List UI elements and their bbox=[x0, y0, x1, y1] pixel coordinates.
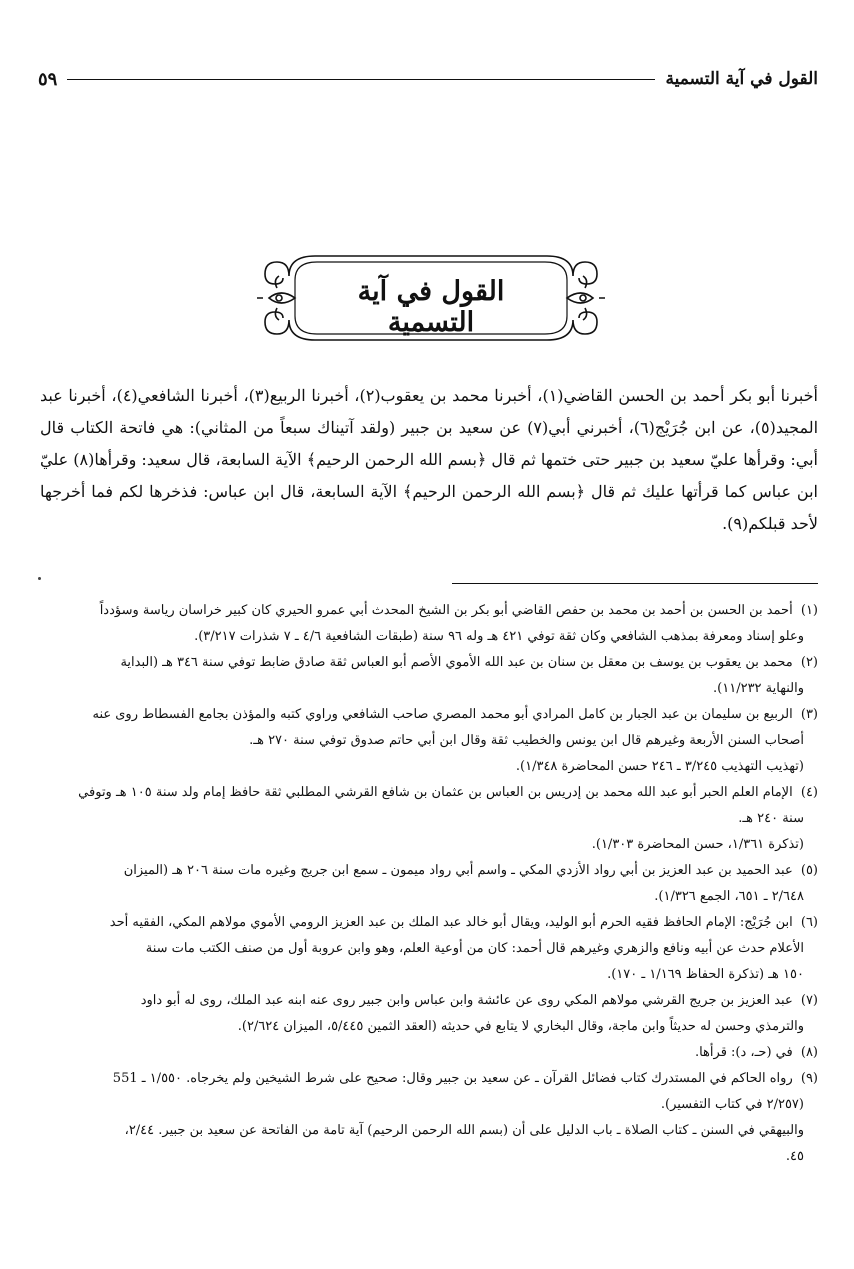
footnote-line bbox=[40, 1066, 818, 1092]
footnote-line bbox=[40, 754, 818, 780]
footnote-line bbox=[40, 1144, 818, 1170]
footnote-line bbox=[40, 728, 818, 754]
footnote bbox=[40, 598, 818, 650]
footnotes bbox=[40, 598, 818, 1170]
footnote-text: ابن جُرَيْج: الإمام الحافظ فقيه الحرم أبو الوليد، ويقال أبو خالد عبد الملك بن عبد العزيز الرومي الأموي مولاهم المكي، الفقيه أحد bbox=[109, 915, 793, 930]
main-paragraph: أخبرنا أبو بكر أحمد بن الحسن القاضي(١)، أخبرنا محمد بن يعقوب(٢)، أخبرنا الربيع(٣)، أخبرنا الشافعي(٤)، أخبرنا عبد المجيد(٥)، عن ابن جُرَيْج(٦)، أخبرني أبي(٧) عن سعيد بن جبير (ولقد آتيناك سبعاً من المثاني): هي فاتحة الكتاب قال أبي: وقرأها عليّ سعيد بن جبير حتى ختمها ثم قال ﴿بسم الله الرحمن الرحيم﴾ الآية السابعة، قال سعيد: وقرأها(٨) عليّ ابن عباس كما قرأتها عليك ثم قال ﴿بسم الله الرحمن الرحيم﴾ الآية السابعة، قال ابن عباس: فذخرها لكم فما أخرجها لأحد قبلكم(٩). bbox=[40, 386, 819, 533]
footnote-number: (٣) bbox=[800, 707, 818, 722]
footnote-line bbox=[40, 676, 818, 702]
footnote bbox=[40, 702, 818, 780]
footnote-text: ١٥٠ هـ (تذكرة الحفاظ ١/١٦٩ ـ ١٧٠). bbox=[607, 967, 804, 982]
footnote-text: رواه الحاكم في المستدرك كتاب فضائل القرآن ـ عن سعيد بن جبير وقال: صحيح على شرط الشيخين ولم يخرجاه. ١/٥٥٠ ـ 551 bbox=[112, 1071, 793, 1086]
footnote-text: (تهذيب التهذيب ٣/٢٤٥ ـ ٢٤٦ حسن المحاضرة ١/٣٤٨). bbox=[515, 759, 804, 774]
footnote-line bbox=[40, 858, 818, 884]
footnote-text: في (حـ، د): قرأها. bbox=[694, 1045, 793, 1060]
footnote bbox=[40, 780, 818, 858]
footnote-line bbox=[40, 780, 818, 806]
margin-dot bbox=[38, 577, 41, 580]
chapter-title-frame bbox=[255, 248, 607, 348]
footnote-text: (تذكرة ١/٣٦١، حسن المحاضرة ١/٣٠٣). bbox=[591, 837, 804, 852]
footnote-number: (٧) bbox=[800, 993, 818, 1008]
footnote-line bbox=[40, 962, 818, 988]
footnote bbox=[40, 910, 818, 988]
footnote-text: الربيع بن سليمان بن عبد الجبار بن كامل المرادي أبو محمد المصري صاحب الشافعي وراوي كتبه والمؤذن بجامع الفسطاط روى عنه bbox=[92, 707, 793, 722]
footnote-number: (٢) bbox=[800, 655, 818, 670]
chapter-title: القول في آية التسمية bbox=[357, 276, 505, 338]
footnote-line bbox=[40, 936, 818, 962]
footnote-text: عبد الحميد بن عبد العزيز بن أبي رواد الأزدي المكي ـ واسم أبي رواد ميمون ـ سمع ابن جريج وغيره مات سنة ٢٠٦ هـ (الميزان bbox=[123, 863, 793, 878]
footnote-line bbox=[40, 650, 818, 676]
footnote-text: والترمذي وحسن له حديثاً وابن ماجة، وقال البخاري لا يتابع في حديثه (العقد الثمين ٥/٤٤٥، الميزان ٢/٦٢٤). bbox=[237, 1019, 804, 1034]
footnote-line bbox=[40, 806, 818, 832]
footnote-line bbox=[40, 598, 818, 624]
footnote-text: أصحاب السنن الأربعة وغيرهم قال ابن يونس والخطيب ثقة وقال ابن أبي حاتم صدوق توفي سنة ٢٧٠ هـ. bbox=[249, 733, 804, 748]
footnote-line bbox=[40, 1118, 818, 1144]
footnote-text: سنة ٢٤٠ هـ. bbox=[738, 811, 804, 826]
footnote-text: والبيهقي في السنن ـ كتاب الصلاة ـ باب الدليل على أن (بسم الله الرحمن الرحيم) آية تامة من الفاتحة عن سعيد بن جبير. ٢/٤٤، bbox=[124, 1123, 804, 1138]
footnote bbox=[40, 1066, 818, 1170]
footnote-text: ٢/٦٤٨ ـ ٦٥١، الجمع ١/٣٢٦). bbox=[654, 889, 804, 904]
footnote-text: الأعلام حدث عن أبيه ونافع والزهري وغيرهم قال أحمد: كان من أوعية العلم، وهو وابن عروبة أول من صنف الكتب مات سنة bbox=[145, 941, 804, 956]
footnote-number: (٥) bbox=[800, 863, 818, 878]
footnote bbox=[40, 650, 818, 702]
footnote-line bbox=[40, 702, 818, 728]
footnote bbox=[40, 988, 818, 1040]
running-header bbox=[38, 64, 818, 94]
footnote-text: محمد بن يعقوب بن يوسف بن معقل بن سنان بن عبد الله الأموي الأصم أبو العباس ثقة صادق ضابط توفي سنة ٣٤٦ هـ (البداية bbox=[120, 655, 793, 670]
footnote-text: وعلو إسناد ومعرفة بمذهب الشافعي وكان ثقة توفي ٤٢١ هـ وله ٩٦ سنة (طبقات الشافعية ٤/٦ ـ ٧ شذرات ٣/٢١٧). bbox=[194, 629, 804, 644]
footnote-line bbox=[40, 832, 818, 858]
footnote-number: (٦) bbox=[800, 915, 818, 930]
footnote-separator bbox=[452, 583, 818, 584]
footnote-text: ٤٥. bbox=[785, 1149, 804, 1164]
footnote-line bbox=[40, 1092, 818, 1118]
footnote-number: (٨) bbox=[800, 1045, 818, 1060]
footnote-number: (٩) bbox=[800, 1071, 818, 1086]
footnote-line bbox=[40, 988, 818, 1014]
footnote-text: عبد العزيز بن جريج القرشي مولاهم المكي روى عن عائشة وابن عباس وابن جبير روى عنه ابنه عبد الملك، روى له أبو داود bbox=[140, 993, 793, 1008]
footnote-text: والنهاية ١١/٢٣٢). bbox=[713, 681, 804, 696]
footnote-number: (١) bbox=[800, 603, 818, 618]
footnote bbox=[40, 1040, 818, 1066]
footnote-text: (٢/٢٥٧ في كتاب التفسير). bbox=[660, 1097, 804, 1112]
footnote-line bbox=[40, 910, 818, 936]
footnote-line bbox=[40, 1014, 818, 1040]
header-rule bbox=[67, 79, 655, 80]
footnote-text: الإمام العلم الحبر أبو عبد الله محمد بن إدريس بن العباس بن عثمان بن شافع القرشي المطلبي ثقة حافظ إمام ولد سنة ١٠٥ هـ وتوفي bbox=[78, 785, 793, 800]
footnote bbox=[40, 858, 818, 910]
main-text bbox=[40, 380, 818, 540]
running-header-title: القول في آية التسمية bbox=[665, 69, 818, 89]
footnote-line bbox=[40, 1040, 818, 1066]
footnote-line bbox=[40, 624, 818, 650]
page-number: ٥٩ bbox=[38, 68, 58, 90]
footnote-text: أحمد بن الحسن بن أحمد بن محمد بن حفص القاضي أبو بكر بن الشيخ المحدث أبي عمرو الحيري كان كبير خراسان رياسة وسؤدداً bbox=[99, 603, 793, 618]
footnote-line bbox=[40, 884, 818, 910]
footnote-number: (٤) bbox=[800, 785, 818, 800]
